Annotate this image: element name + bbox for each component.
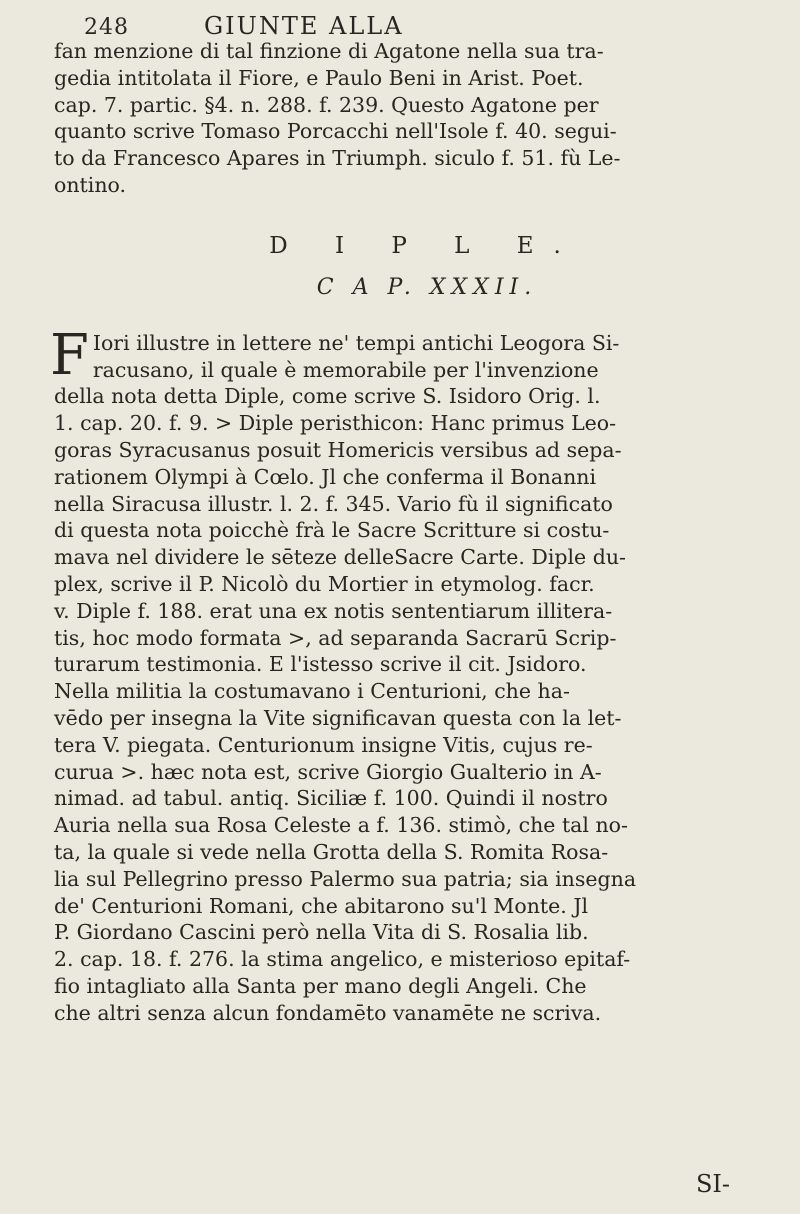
text-line: Iori illustre in lettere ne' tempi antichi Leogora Si- bbox=[92, 330, 620, 355]
text-line: di questa nota poicchè frà le Sacre Scritture si costu- bbox=[54, 518, 610, 543]
text-line: 1. cap. 20. f. 9. > Diple peristhicon: Hanc primus Leo- bbox=[54, 411, 617, 436]
text-line: de' Centurioni Romani, che abitarono su'l Monte. Jl bbox=[54, 893, 589, 918]
text-line: ta, la quale si vede nella Grotta della S. Romita Rosa- bbox=[54, 839, 609, 864]
text-line: v. Diple f. 188. erat una ex notis sententiarum illitera- bbox=[54, 598, 613, 623]
page-number: 248 bbox=[84, 15, 129, 40]
text-line: fan menzione di tal finzione di Agatone nella sua tra- bbox=[54, 39, 604, 63]
running-head bbox=[54, 12, 760, 38]
text-line: 2. cap. 18. f. 276. la stima angelico, e misterioso epitaf- bbox=[54, 947, 631, 972]
text-line: che altri senza alcun fondamēto vanamēte ne scriva. bbox=[54, 1000, 602, 1025]
text-line: tera V. piegata. Centurionum insigne Vitis, cujus re- bbox=[54, 732, 593, 757]
text-line: gedia intitolata il Fiore, e Paulo Beni in Arist. Poet. bbox=[54, 65, 584, 90]
text-line: plex, scrive il P. Nicolò du Mortier in etymolog. facr. bbox=[54, 571, 595, 596]
body-paragraph bbox=[50, 322, 760, 1027]
text-line: tis, hoc modo formata >, ad separanda Sacrarū Scrip- bbox=[54, 625, 617, 650]
text-line: mava nel dividere le sēteze delleSacre Carte. Diple du- bbox=[54, 545, 626, 570]
text-line: Auria nella sua Rosa Celeste a f. 136. stimò, che tal no- bbox=[54, 813, 628, 838]
text-line: quanto scrive Tomaso Porcacchi nell'Isole f. 40. segui- bbox=[54, 119, 617, 144]
text-line: Nella militia la costumavano i Centurioni, che ha- bbox=[54, 679, 570, 704]
text-line: nella Siracusa illustr. l. 2. f. 345. Vario fù il significato bbox=[54, 491, 613, 516]
text-line: to da Francesco Apares in Triumph. siculo f. 51. fù Le- bbox=[54, 146, 621, 171]
text-line: della nota detta Diple, come scrive S. Isidoro Orig. l. bbox=[54, 384, 601, 409]
text-line: turarum testimonia. E l'istesso scrive il cit. Jsidoro. bbox=[54, 652, 587, 677]
text-line: ontino. bbox=[54, 172, 127, 197]
text-line: P. Giordano Cascini però nella Vita di S. Rosalia lib. bbox=[54, 920, 589, 945]
text-line: nimad. ad tabul. antiq. Siciliæ f. 100. Quindi il nostro bbox=[54, 786, 608, 811]
text-line: cap. 7. partic. §4. n. 288. f. 239. Questo Agatone per bbox=[54, 92, 599, 117]
text-line: vēdo per insegna la Vite significavan questa con la let- bbox=[54, 705, 622, 730]
intro-paragraph bbox=[54, 38, 760, 199]
text-line: racusano, il quale è memorabile per l'invenzione bbox=[92, 357, 599, 382]
text-line: goras Syracusanus posuit Homericis versibus ad sepa- bbox=[54, 437, 622, 462]
text-line: fio intagliato alla Santa per mano degli Angeli. Che bbox=[54, 973, 587, 998]
running-head-title: GIUNTE ALLA bbox=[204, 12, 404, 40]
text-line: rationem Olympi à Cœlo. Jl che conferma il Bonanni bbox=[54, 464, 597, 489]
chapter-heading: C A P. XXXII. bbox=[316, 274, 538, 300]
drop-cap: F bbox=[50, 322, 89, 388]
section-heading: D I P L E. bbox=[269, 232, 581, 259]
text-line: curua >. hæc nota est, scrive Giorgio Gualterio in A- bbox=[54, 759, 602, 784]
catchword: SI- bbox=[695, 1170, 730, 1198]
text-line: lia sul Pellegrino presso Palermo sua patria; sia insegna bbox=[54, 866, 637, 891]
